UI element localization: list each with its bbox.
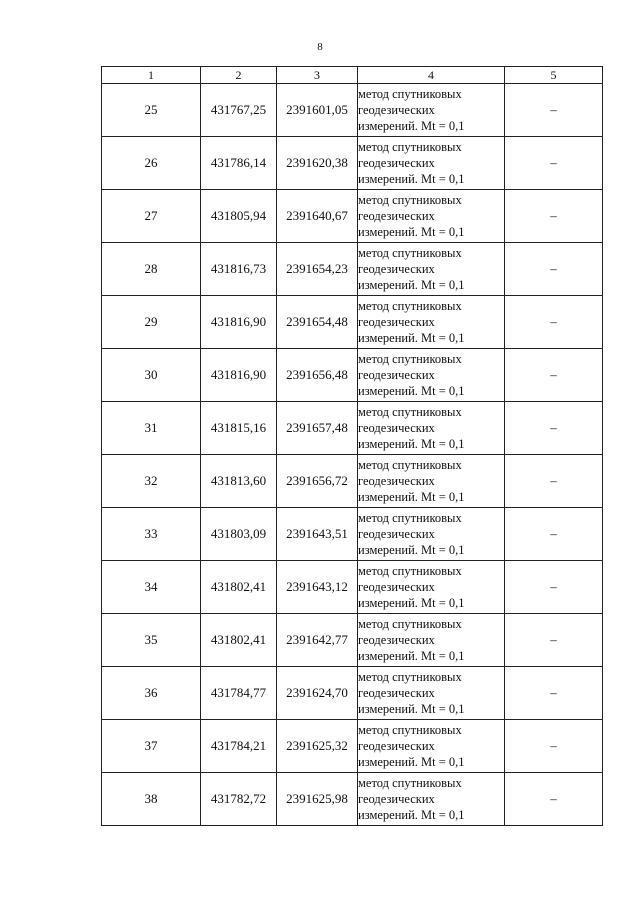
point-number-cell: 27	[102, 190, 201, 243]
method-cell	[358, 296, 505, 349]
method-line: метод спутниковых	[358, 723, 462, 737]
point-number-cell: 38	[102, 773, 201, 826]
method-line: геодезических	[358, 315, 435, 329]
point-number-cell: 34	[102, 561, 201, 614]
method-line: геодезических	[358, 792, 435, 806]
method-cell	[358, 243, 505, 296]
method-line: геодезических	[358, 368, 435, 382]
x-coordinate-cell: 431816,90	[201, 296, 277, 349]
table-row	[102, 561, 603, 614]
x-coordinate-cell: 431813,60	[201, 455, 277, 508]
method-line: метод спутниковых	[358, 511, 462, 525]
column-5-cell: –	[505, 561, 603, 614]
y-coordinate-cell: 2391654,23	[277, 243, 358, 296]
method-line: метод спутниковых	[358, 193, 462, 207]
method-line: измерений. Mt = 0,1	[358, 172, 465, 186]
table-row	[102, 455, 603, 508]
y-coordinate-cell: 2391625,32	[277, 720, 358, 773]
x-coordinate-cell: 431815,16	[201, 402, 277, 455]
method-cell	[358, 84, 505, 137]
method-line: геодезических	[358, 156, 435, 170]
method-line: геодезических	[358, 262, 435, 276]
column-5-cell: –	[505, 508, 603, 561]
point-number-cell: 32	[102, 455, 201, 508]
method-line: геодезических	[358, 103, 435, 117]
method-cell	[358, 402, 505, 455]
point-number-cell: 31	[102, 402, 201, 455]
method-line: геодезических	[358, 209, 435, 223]
column-5-cell: –	[505, 84, 603, 137]
column-header-3: 3	[277, 67, 358, 84]
point-number-cell: 33	[102, 508, 201, 561]
method-cell	[358, 137, 505, 190]
method-line: метод спутниковых	[358, 670, 462, 684]
method-line: метод спутниковых	[358, 140, 462, 154]
method-line: геодезических	[358, 421, 435, 435]
column-5-cell: –	[505, 614, 603, 667]
method-line: метод спутниковых	[358, 617, 462, 631]
method-line: метод спутниковых	[358, 405, 462, 419]
y-coordinate-cell: 2391643,51	[277, 508, 358, 561]
point-number-cell: 28	[102, 243, 201, 296]
method-line: измерений. Mt = 0,1	[358, 596, 465, 610]
table-row	[102, 84, 603, 137]
method-line: геодезических	[358, 686, 435, 700]
y-coordinate-cell: 2391643,12	[277, 561, 358, 614]
point-number-cell: 36	[102, 667, 201, 720]
table-row	[102, 349, 603, 402]
method-cell	[358, 773, 505, 826]
table-body	[102, 84, 603, 826]
method-line: метод спутниковых	[358, 299, 462, 313]
coordinates-table	[101, 66, 603, 826]
method-line: измерений. Mt = 0,1	[358, 278, 465, 292]
y-coordinate-cell: 2391624,70	[277, 667, 358, 720]
column-5-cell: –	[505, 349, 603, 402]
method-line: измерений. Mt = 0,1	[358, 331, 465, 345]
method-cell	[358, 720, 505, 773]
method-line: измерений. Mt = 0,1	[358, 225, 465, 239]
method-line: измерений. Mt = 0,1	[358, 437, 465, 451]
x-coordinate-cell: 431782,72	[201, 773, 277, 826]
column-header-2: 2	[201, 67, 277, 84]
y-coordinate-cell: 2391640,67	[277, 190, 358, 243]
point-number-cell: 30	[102, 349, 201, 402]
method-cell	[358, 508, 505, 561]
table-row	[102, 773, 603, 826]
x-coordinate-cell: 431816,73	[201, 243, 277, 296]
column-header-1: 1	[102, 67, 201, 84]
method-line: измерений. Mt = 0,1	[358, 490, 465, 504]
table-row	[102, 508, 603, 561]
table-row	[102, 243, 603, 296]
page-number: 8	[317, 41, 323, 53]
point-number-cell: 26	[102, 137, 201, 190]
y-coordinate-cell: 2391620,38	[277, 137, 358, 190]
y-coordinate-cell: 2391654,48	[277, 296, 358, 349]
table-row	[102, 614, 603, 667]
point-number-cell: 25	[102, 84, 201, 137]
method-line: геодезических	[358, 527, 435, 541]
point-number-cell: 35	[102, 614, 201, 667]
method-cell	[358, 614, 505, 667]
method-cell	[358, 667, 505, 720]
method-cell	[358, 455, 505, 508]
column-5-cell: –	[505, 402, 603, 455]
method-line: метод спутниковых	[358, 776, 462, 790]
method-line: метод спутниковых	[358, 87, 462, 101]
column-header-5: 5	[505, 67, 603, 84]
column-5-cell: –	[505, 243, 603, 296]
method-line: метод спутниковых	[358, 564, 462, 578]
method-line: измерений. Mt = 0,1	[358, 755, 465, 769]
column-5-cell: –	[505, 190, 603, 243]
table-row	[102, 720, 603, 773]
y-coordinate-cell: 2391657,48	[277, 402, 358, 455]
x-coordinate-cell: 431816,90	[201, 349, 277, 402]
method-cell	[358, 349, 505, 402]
column-5-cell: –	[505, 720, 603, 773]
x-coordinate-cell: 431802,41	[201, 614, 277, 667]
table-header	[102, 67, 603, 84]
method-line: метод спутниковых	[358, 246, 462, 260]
x-coordinate-cell: 431802,41	[201, 561, 277, 614]
method-line: измерений. Mt = 0,1	[358, 384, 465, 398]
method-cell	[358, 561, 505, 614]
method-line: метод спутниковых	[358, 458, 462, 472]
method-line: геодезических	[358, 739, 435, 753]
table-row	[102, 296, 603, 349]
x-coordinate-cell: 431784,77	[201, 667, 277, 720]
method-line: измерений. Mt = 0,1	[358, 702, 465, 716]
x-coordinate-cell: 431784,21	[201, 720, 277, 773]
column-5-cell: –	[505, 773, 603, 826]
table-row	[102, 137, 603, 190]
method-line: измерений. Mt = 0,1	[358, 649, 465, 663]
y-coordinate-cell: 2391625,98	[277, 773, 358, 826]
table-row	[102, 402, 603, 455]
point-number-cell: 37	[102, 720, 201, 773]
method-cell	[358, 190, 505, 243]
column-5-cell: –	[505, 455, 603, 508]
method-line: геодезических	[358, 633, 435, 647]
method-line: измерений. Mt = 0,1	[358, 808, 465, 822]
y-coordinate-cell: 2391601,05	[277, 84, 358, 137]
y-coordinate-cell: 2391656,72	[277, 455, 358, 508]
column-header-4: 4	[358, 67, 505, 84]
column-5-cell: –	[505, 667, 603, 720]
method-line: измерений. Mt = 0,1	[358, 543, 465, 557]
point-number-cell: 29	[102, 296, 201, 349]
method-line: метод спутниковых	[358, 352, 462, 366]
x-coordinate-cell: 431786,14	[201, 137, 277, 190]
method-line: геодезических	[358, 580, 435, 594]
column-5-cell: –	[505, 296, 603, 349]
column-5-cell: –	[505, 137, 603, 190]
x-coordinate-cell: 431767,25	[201, 84, 277, 137]
x-coordinate-cell: 431803,09	[201, 508, 277, 561]
table-row	[102, 667, 603, 720]
method-line: измерений. Mt = 0,1	[358, 119, 465, 133]
table-row	[102, 190, 603, 243]
header-row	[102, 67, 603, 84]
x-coordinate-cell: 431805,94	[201, 190, 277, 243]
method-line: геодезических	[358, 474, 435, 488]
y-coordinate-cell: 2391642,77	[277, 614, 358, 667]
y-coordinate-cell: 2391656,48	[277, 349, 358, 402]
